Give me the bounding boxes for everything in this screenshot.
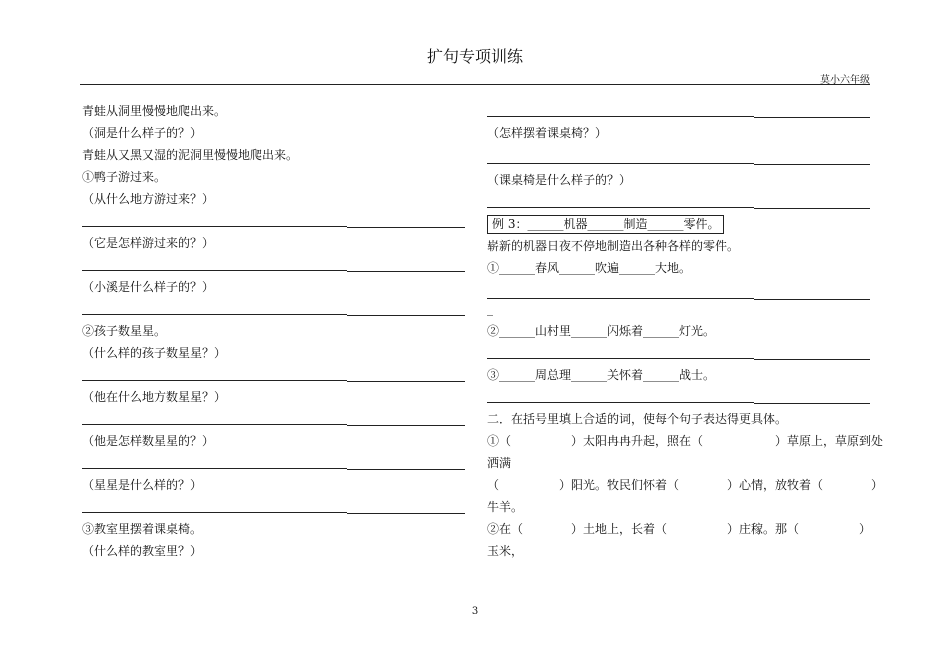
answer-line[interactable] [487,342,870,364]
page-title: 扩句专项训练 [426,47,523,66]
exercise-sentence: ②孩子数星星。 [82,324,167,338]
page-number: 3 [471,606,479,617]
question: （课桌椅是什么样子的？） [487,173,632,187]
question: （它是怎样游过来的？） [82,236,215,250]
question: （洞是什么样子的？） [82,126,203,140]
answer-line[interactable] [487,279,870,304]
fill-blank-sentence: 玉米， [487,544,524,558]
answer-line[interactable] [82,210,465,232]
right-column [487,100,884,562]
question: （小溪是什么样子的？） [82,280,215,294]
grade-label: 莫小六年级 [820,75,870,86]
answer-line[interactable] [82,496,465,518]
example-answer: 青蛙从又黑又湿的泥洞里慢慢地爬出来。 [82,148,299,162]
answer-line[interactable] [487,100,870,122]
answer-line[interactable] [82,298,465,320]
exercise-sentence: ①______春风______吹遍______大地。 [487,261,692,275]
stray-mark: _ [487,302,493,316]
answer-line[interactable] [487,191,870,213]
fill-blank-sentence: 洒满 [487,456,512,470]
fill-blank-sentence: （ ）阳光。牧民们怀着（ ）心情，放牧着（ ） [487,478,884,492]
answer-line[interactable] [82,364,465,386]
section-heading: 二．在括号里填上合适的词，使每个句子表达得更具体。 [487,412,788,426]
fill-blank-sentence: 牛羊。 [487,500,524,514]
answer-line[interactable] [82,254,465,276]
example-answer: 崭新的机器日夜不停地制造出各种各样的零件。 [487,239,740,253]
exercise-sentence: ①鸭子游过来。 [82,170,167,184]
question: （从什么地方游过来？） [82,192,215,206]
answer-line[interactable] [82,408,465,430]
exercise-sentence: ③教室里摆着课桌椅。 [82,522,203,536]
fill-blank-sentence: ①（ ）太阳冉冉升起，照在（ ）草原上，草原到处 [487,434,884,448]
question: （怎样摆着课桌椅？） [487,126,608,140]
header-rule [80,84,870,85]
answer-line[interactable] [82,452,465,474]
example-sentence: 青蛙从洞里慢慢地爬出来。 [82,104,227,118]
question: （他在什么地方数星星？） [82,390,227,404]
question: （什么样的孩子数星星？） [82,346,227,360]
question: （他是怎样数星星的？） [82,434,215,448]
fill-blank-sentence: ②在（ ）土地上，长着（ ）庄稼。那（ ） [487,522,872,536]
example-3-box: 例 3：______机器______制造______零件。 [487,215,724,234]
answer-line[interactable] [487,386,870,408]
exercise-sentence: ③______周总理______关怀着______战士。 [487,368,716,382]
exercise-sentence: ②______山村里______闪烁着______灯光。 [487,324,716,338]
question: （星星是什么样的？） [82,478,203,492]
answer-line[interactable] [487,144,870,169]
question: （什么样的教室里？） [82,544,203,558]
left-column [82,100,465,562]
